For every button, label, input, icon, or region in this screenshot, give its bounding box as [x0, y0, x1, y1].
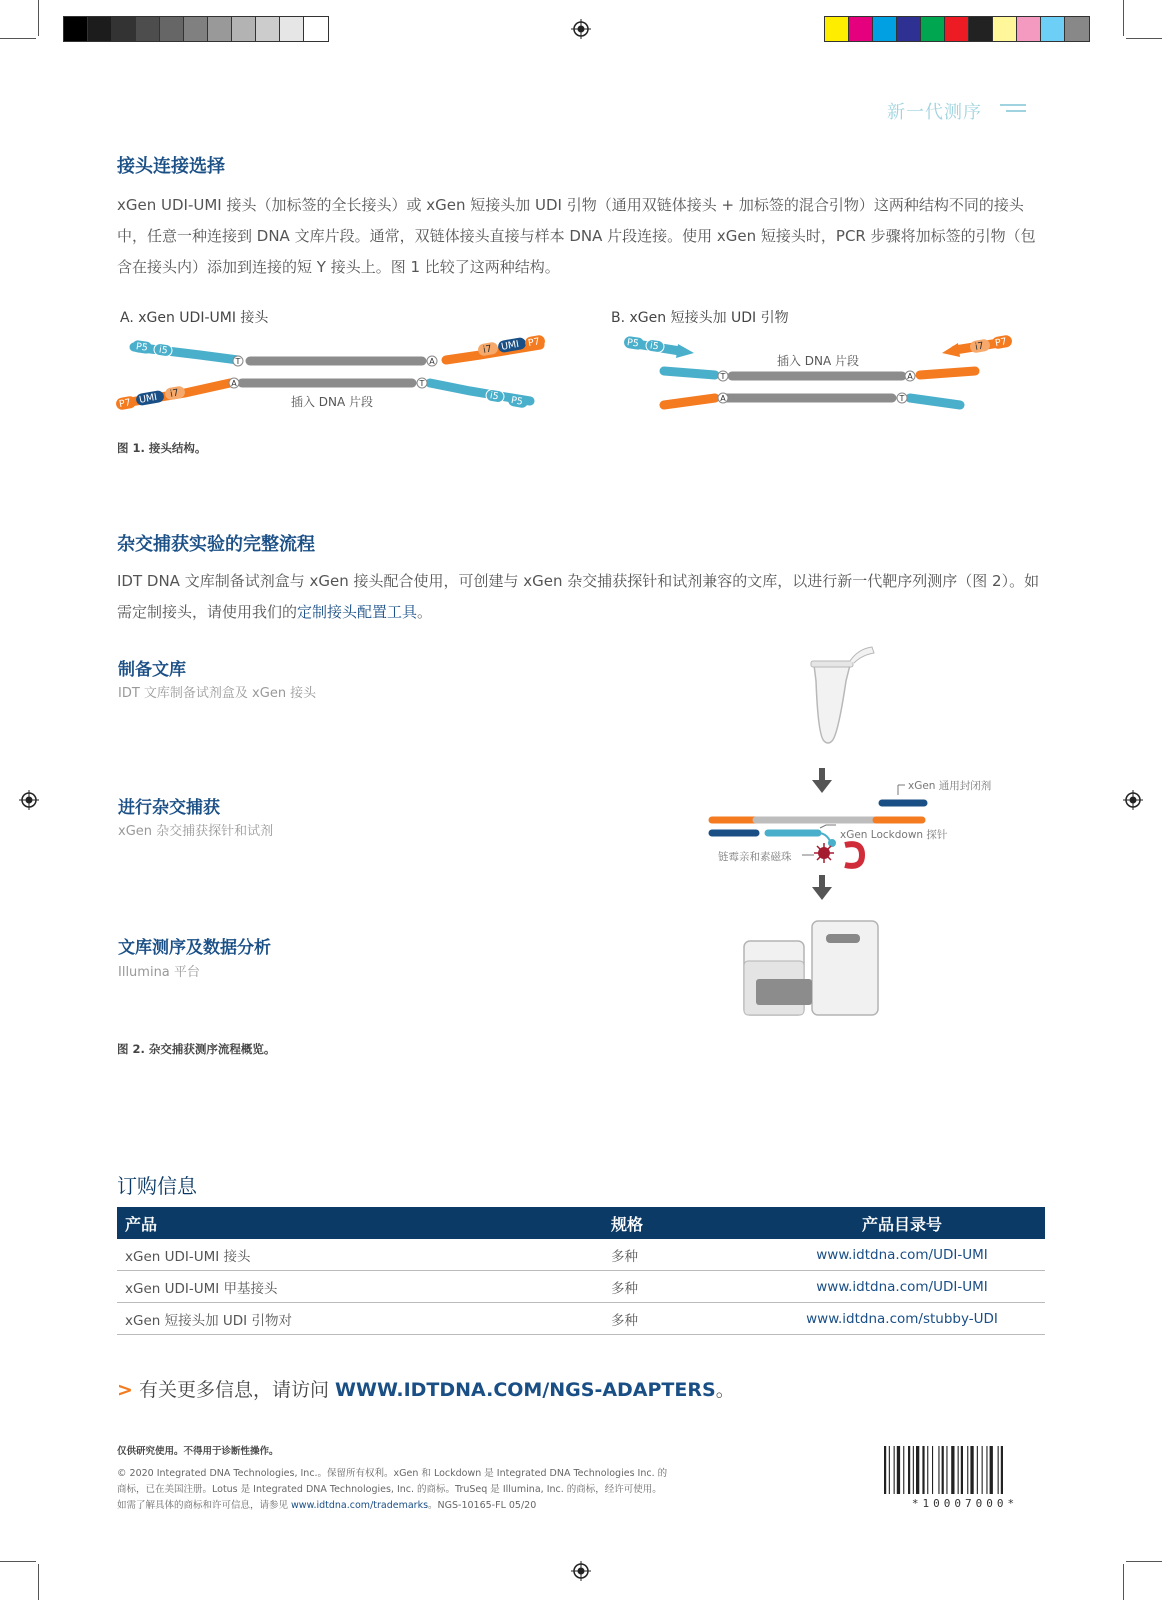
barcode-bar — [884, 1446, 886, 1494]
barcode-bar — [982, 1446, 983, 1494]
barcode-bar — [916, 1446, 919, 1494]
crop-mark — [0, 1561, 36, 1562]
i7-tag: i7 — [974, 340, 985, 353]
crop-mark — [0, 38, 36, 39]
menu-lines-icon — [1000, 104, 1026, 116]
section2-paragraph — [117, 566, 1045, 628]
barcode-bar — [938, 1446, 939, 1494]
a-base: A — [429, 357, 435, 366]
t-base: T — [419, 379, 425, 388]
barcode-bar — [986, 1446, 987, 1494]
barcode-bar — [958, 1446, 959, 1494]
crop-mark — [1126, 38, 1162, 39]
barcode-bar — [889, 1446, 890, 1494]
crop-mark — [1123, 0, 1124, 36]
catalog-link[interactable]: www.idtdna.com/stubby-UDI — [759, 1303, 1045, 1335]
more-info-line — [117, 1375, 735, 1402]
p7-tag: P7 — [994, 336, 1008, 350]
barcode-bar — [932, 1446, 933, 1494]
step-prepare-library-subtitle: IDT 文库制备试剂盒及 xGen 接头 — [118, 686, 317, 701]
step-hybrid-capture-title: 进行杂交捕获 — [118, 798, 220, 818]
catalog-link[interactable]: www.idtdna.com/UDI-UMI — [759, 1239, 1045, 1271]
beads-label: 链霉亲和素磁珠 — [718, 851, 792, 863]
registration-mark-left — [19, 790, 39, 810]
section2-text-end: 。 — [417, 603, 433, 621]
blocker-label: xGen 通用封闭剂 — [908, 780, 992, 792]
section1-paragraph: xGen UDI-UMI 接头（加标签的全长接头）或 xGen 短接头加 UDI 引物（通用双链体接头 + 加标签的混合引物）这两种结构不同的接头中，任意一种连接到 DNA 文库片段。通常，双链体接头直接与样本 DNA 片段连接。使用 xGen 短接头时，PCR 步骤将加标签的引物（包含在接头内）添加到连接的短 Y 接头上。图 1 比较了这两种结构。 — [117, 196, 1036, 276]
magnet-icon — [845, 844, 862, 866]
umi-tag: UMI — [500, 338, 520, 353]
size-cell: 多种 — [603, 1303, 759, 1335]
table-row — [117, 1303, 1045, 1335]
adapter-config-tool-link[interactable]: 定制接头配置工具 — [297, 603, 418, 621]
a-base: A — [720, 394, 726, 403]
i7-tag: i7 — [482, 343, 493, 356]
legal-notice — [117, 1466, 697, 1514]
size-cell: 多种 — [603, 1239, 759, 1271]
legal-line: © 2020 Integrated DNA Technologies, Inc.。保留所有权利。xGen 和 Lockdown 是 Integrated DNA Technologies Inc. 的 — [117, 1468, 668, 1479]
barcode-bar — [946, 1446, 947, 1494]
t-base: T — [235, 357, 241, 366]
more-info-text: 有关更多信息，请访问 — [138, 1379, 329, 1401]
section2-title: 杂交捕获实验的完整流程 — [117, 534, 315, 555]
down-arrow-icon — [812, 875, 832, 900]
barcode-bar — [927, 1446, 928, 1494]
registration-mark-right — [1123, 790, 1143, 810]
p7-tag: P7 — [527, 336, 541, 350]
t-base: T — [720, 372, 726, 381]
barcode-number: *10007000* — [911, 1497, 1019, 1510]
barcode-bar — [913, 1446, 914, 1494]
t-base: T — [899, 394, 905, 403]
barcode-bar — [908, 1446, 910, 1494]
figure2-diagram — [700, 645, 1020, 1035]
ngs-adapters-link[interactable]: WWW.IDTDNA.COM/NGS-ADAPTERS — [335, 1379, 716, 1401]
barcode-bar — [998, 1446, 999, 1494]
crop-mark — [38, 0, 39, 36]
a-base: A — [907, 372, 913, 381]
color-swatches — [824, 16, 1090, 42]
figure2-caption: 图 2. 杂交捕获测序流程概览。 — [117, 1042, 276, 1056]
i7-tag: i7 — [169, 387, 180, 400]
size-cell: 多种 — [603, 1271, 759, 1303]
legal-line: 商标，已在美国注册。Lotus 是 Integrated DNA Technologies, Inc. 的商标。TruSeq 是 Illumina, Inc. 的商标，经许可使用。 — [117, 1484, 662, 1495]
barcode-bar — [922, 1446, 924, 1494]
barcode-bar — [897, 1446, 900, 1494]
product-cell: xGen 短接头加 UDI 引物对 — [117, 1303, 603, 1335]
umi-tag: UMI — [138, 391, 158, 406]
p5-tag: P5 — [510, 394, 524, 408]
product-cell: xGen UDI-UMI 接头 — [117, 1239, 603, 1271]
catalog-link[interactable]: www.idtdna.com/UDI-UMI — [759, 1271, 1045, 1303]
header-size: 规格 — [603, 1207, 759, 1239]
crop-mark — [1123, 1564, 1124, 1600]
barcode — [884, 1446, 1046, 1496]
legal-line: 如需了解具体的商标和许可信息，请参见 www.idtdna.com/trademarks。NGS-10165-FL 05/20 — [117, 1500, 537, 1511]
barcode-bar — [942, 1446, 944, 1494]
probe-label: xGen Lockdown 探针 — [840, 829, 948, 841]
step-hybrid-capture-subtitle: xGen 杂交捕获探针和试剂 — [118, 824, 274, 839]
down-arrow-icon — [812, 768, 832, 793]
table-header-row — [117, 1207, 1045, 1239]
chevron-right-icon: > — [117, 1379, 133, 1401]
i5-tag: i5 — [489, 390, 500, 403]
trademarks-link[interactable]: www.idtdna.com/trademarks — [291, 1500, 429, 1511]
i5-tag: i5 — [649, 340, 660, 353]
figure1-panel-b-label: B. xGen 短接头加 UDI 引物 — [611, 310, 789, 326]
ordering-title: 订购信息 — [117, 1174, 197, 1198]
crop-mark — [38, 1564, 39, 1600]
barcode-bar — [977, 1446, 978, 1494]
crop-mark — [1126, 1561, 1162, 1562]
ordering-table — [117, 1207, 1045, 1335]
step-sequencing-subtitle: Illumina 平台 — [118, 965, 200, 980]
header-category: 新一代测序 — [887, 102, 982, 123]
barcode-bar — [903, 1446, 904, 1494]
section2-text: IDT DNA 文库制备试剂盒与 xGen 接头配合使用，可创建与 xGen 杂交捕获探针和试剂兼容的文库，以进行新一代靶序列测序（图 2）。如需定制接头，请使用我们的 — [117, 572, 1040, 621]
step-prepare-library-title: 制备文库 — [118, 660, 186, 680]
grayscale-swatches — [63, 16, 329, 42]
p5-tag: P5 — [626, 337, 640, 350]
barcode-bar — [961, 1446, 963, 1494]
barcode-bar — [951, 1446, 954, 1494]
barcode-bar — [990, 1446, 993, 1494]
sequencer-icon — [744, 921, 878, 1015]
table-row — [117, 1271, 1045, 1303]
figure1-panel-a-label: A. xGen UDI-UMI 接头 — [120, 310, 269, 326]
figure1-panel-b-diagram — [620, 335, 1020, 425]
a-base: A — [231, 379, 237, 388]
step-sequencing-title: 文库测序及数据分析 — [118, 938, 271, 958]
barcode-bar — [894, 1446, 895, 1494]
more-info-end: 。 — [715, 1379, 735, 1401]
p5-tag: P5 — [135, 341, 149, 354]
figure1-caption: 图 1. 接头结构。 — [117, 441, 207, 455]
barcode-bar — [1001, 1446, 1003, 1494]
barcode-bar — [967, 1446, 968, 1494]
registration-mark-top — [571, 19, 591, 39]
barcode-bar — [970, 1446, 973, 1494]
figure1-panel-a-diagram — [110, 335, 560, 425]
p7-tag: P7 — [118, 397, 132, 411]
research-use-disclaimer: 仅供研究使用。不得用于诊断性操作。 — [117, 1446, 279, 1457]
table-row — [117, 1239, 1045, 1271]
header-product: 产品 — [117, 1207, 603, 1239]
registration-mark-bottom — [571, 1561, 591, 1581]
bead-icon — [814, 843, 834, 863]
product-cell: xGen UDI-UMI 甲基接头 — [117, 1271, 603, 1303]
header-catalog: 产品目录号 — [759, 1207, 1045, 1239]
section1-title: 接头连接选择 — [117, 156, 225, 177]
i5-tag: i5 — [158, 344, 169, 357]
insert-dna-label: 插入 DNA 片段 — [776, 354, 860, 368]
tube-icon — [811, 647, 874, 743]
insert-dna-label: 插入 DNA 片段 — [290, 395, 374, 409]
